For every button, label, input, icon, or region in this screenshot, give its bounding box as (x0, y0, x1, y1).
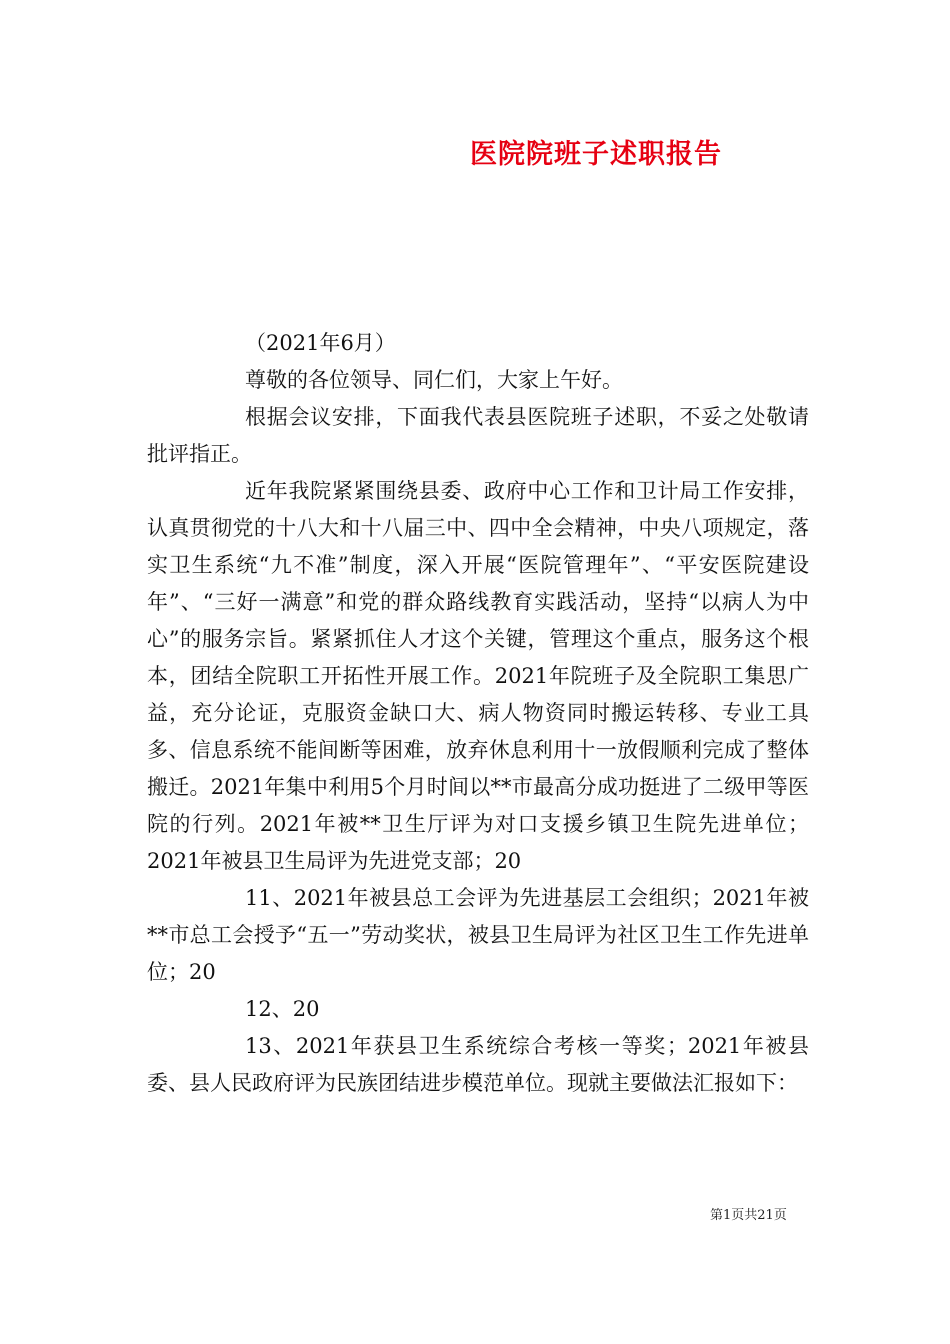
greeting: 尊敬的各位领导、同仁们，大家上午好。 (245, 368, 623, 392)
document-title: 医院院班子述职报告 (470, 139, 722, 170)
document-body (147, 325, 809, 1102)
paragraph-awards-12: 12、20 (245, 997, 320, 1021)
paragraph-main: 近年我院紧紧围绕县委、政府中心工作和卫计局工作安排，认真贯彻党的十八大和十八届三中、四中全会精神，中央八项规定，落实卫生系统“九不准”制度，深入开展“医院管理年”、“平安医院建设年”、“三好一满意”和党的群众路线教育实践活动，坚持“以病人为中心”的服务宗旨。紧紧抓住人才这个关键，管理这个重点，服务这个根本，团结全院职工开拓性开展工作。2021年院班子及全院职工集思广益，充分论证，克服资金缺口大、病人物资同时搬运转移、专业工具多、信息系统不能间断等困难，放弃休息利用十一放假顺利完成了整体搬迁。2021年集中利用5个月时间以**市最高分成功挺进了二级甲等医院的行列。2021年被**卫生厅评为对口支援乡镇卫生院先进单位；2021年被县卫生局评为先进党支部；20 (147, 479, 809, 873)
date-line: （2021年6月） (245, 331, 396, 355)
paragraph-awards-13: 13、2021年获县卫生系统综合考核一等奖；2021年被县委、县人民政府评为民族团结进步模范单位。现就主要做法汇报如下： (147, 1034, 809, 1095)
paragraph-awards-11: 11、2021年被县总工会评为先进基层工会组织；2021年被**市总工会授予“五一”劳动奖状，被县卫生局评为社区卫生工作先进单位；20 (147, 886, 809, 984)
paragraph-intro: 根据会议安排，下面我代表县医院班子述职，不妥之处敬请批评指正。 (147, 405, 809, 466)
page-indicator: 第1页共21页 (710, 1208, 787, 1223)
